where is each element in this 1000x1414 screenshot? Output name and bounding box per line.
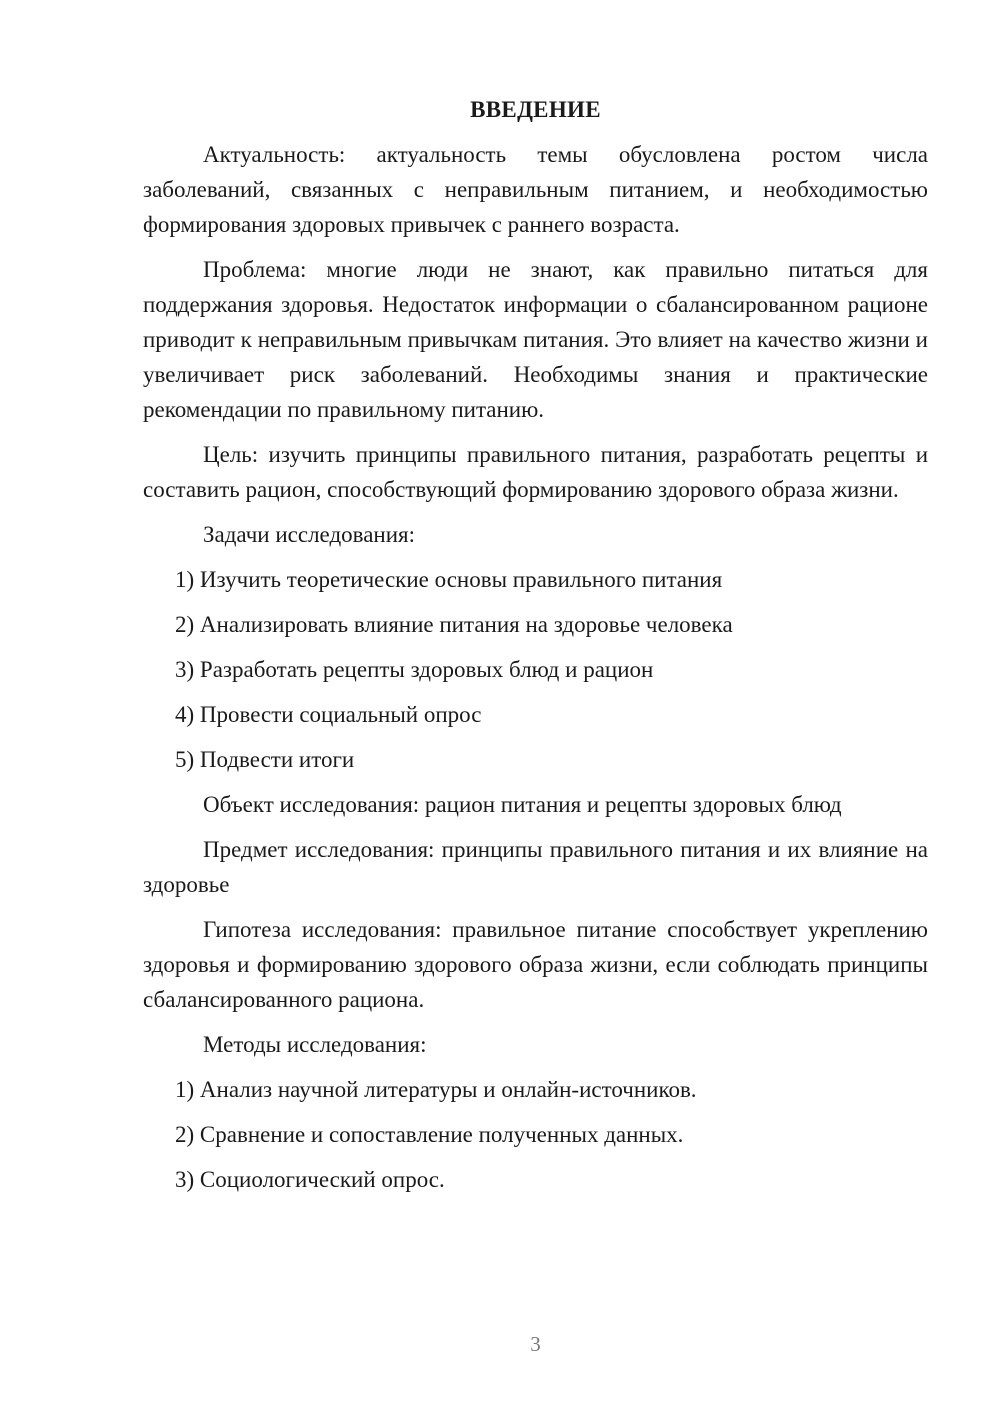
object-paragraph: Объект исследования: рацион питания и рецепты здоровых блюд bbox=[203, 792, 842, 817]
actuality-paragraph: Актуальность: актуальность темы обусловлена ростом числа заболеваний, связанных с неправильным питанием, и необходимостью формирования здоровых привычек с раннего возраста. bbox=[143, 142, 928, 237]
page-number: 3 bbox=[530, 1332, 541, 1356]
list-item: 1) Изучить теоретические основы правильного питания bbox=[175, 567, 723, 592]
list-item: 2) Сравнение и сопоставление полученных данных. bbox=[175, 1122, 684, 1147]
subject-paragraph: Предмет исследования: принципы правильного питания и их влияние на здоровье bbox=[143, 837, 928, 897]
problem-paragraph: Проблема: многие люди не знают, как правильно питаться для поддержания здоровья. Недостаток информации о сбалансированном рационе приводит к неправильным привычкам питания. Это влияет на качество жизни и увеличивает риск заболеваний. Необходимы знания и практические рекомендации по правильному питанию. bbox=[143, 257, 928, 422]
hypothesis-paragraph: Гипотеза исследования: правильное питание способствует укреплению здоровья и формированию здорового образа жизни, если соблюдать принципы сбалансированного рациона. bbox=[143, 917, 928, 1012]
tasks-heading: Задачи исследования: bbox=[203, 522, 416, 547]
goal-paragraph: Цель: изучить принципы правильного питания, разработать рецепты и составить рацион, способствующий формированию здорового образа жизни. bbox=[143, 442, 928, 502]
list-item: 3) Социологический опрос. bbox=[175, 1167, 445, 1192]
list-item: 4) Провести социальный опрос bbox=[175, 702, 482, 727]
list-item: 1) Анализ научной литературы и онлайн-источников. bbox=[175, 1077, 697, 1102]
page-title: ВВЕДЕНИЕ bbox=[470, 97, 601, 122]
list-item: 5) Подвести итоги bbox=[175, 747, 355, 772]
document-body bbox=[143, 92, 928, 1207]
list-item: 2) Анализировать влияние питания на здоровье человека bbox=[175, 612, 733, 637]
list-item: 3) Разработать рецепты здоровых блюд и рацион bbox=[175, 657, 654, 682]
methods-heading: Методы исследования: bbox=[203, 1032, 427, 1057]
methods-list bbox=[143, 1072, 928, 1197]
tasks-list bbox=[143, 562, 928, 777]
